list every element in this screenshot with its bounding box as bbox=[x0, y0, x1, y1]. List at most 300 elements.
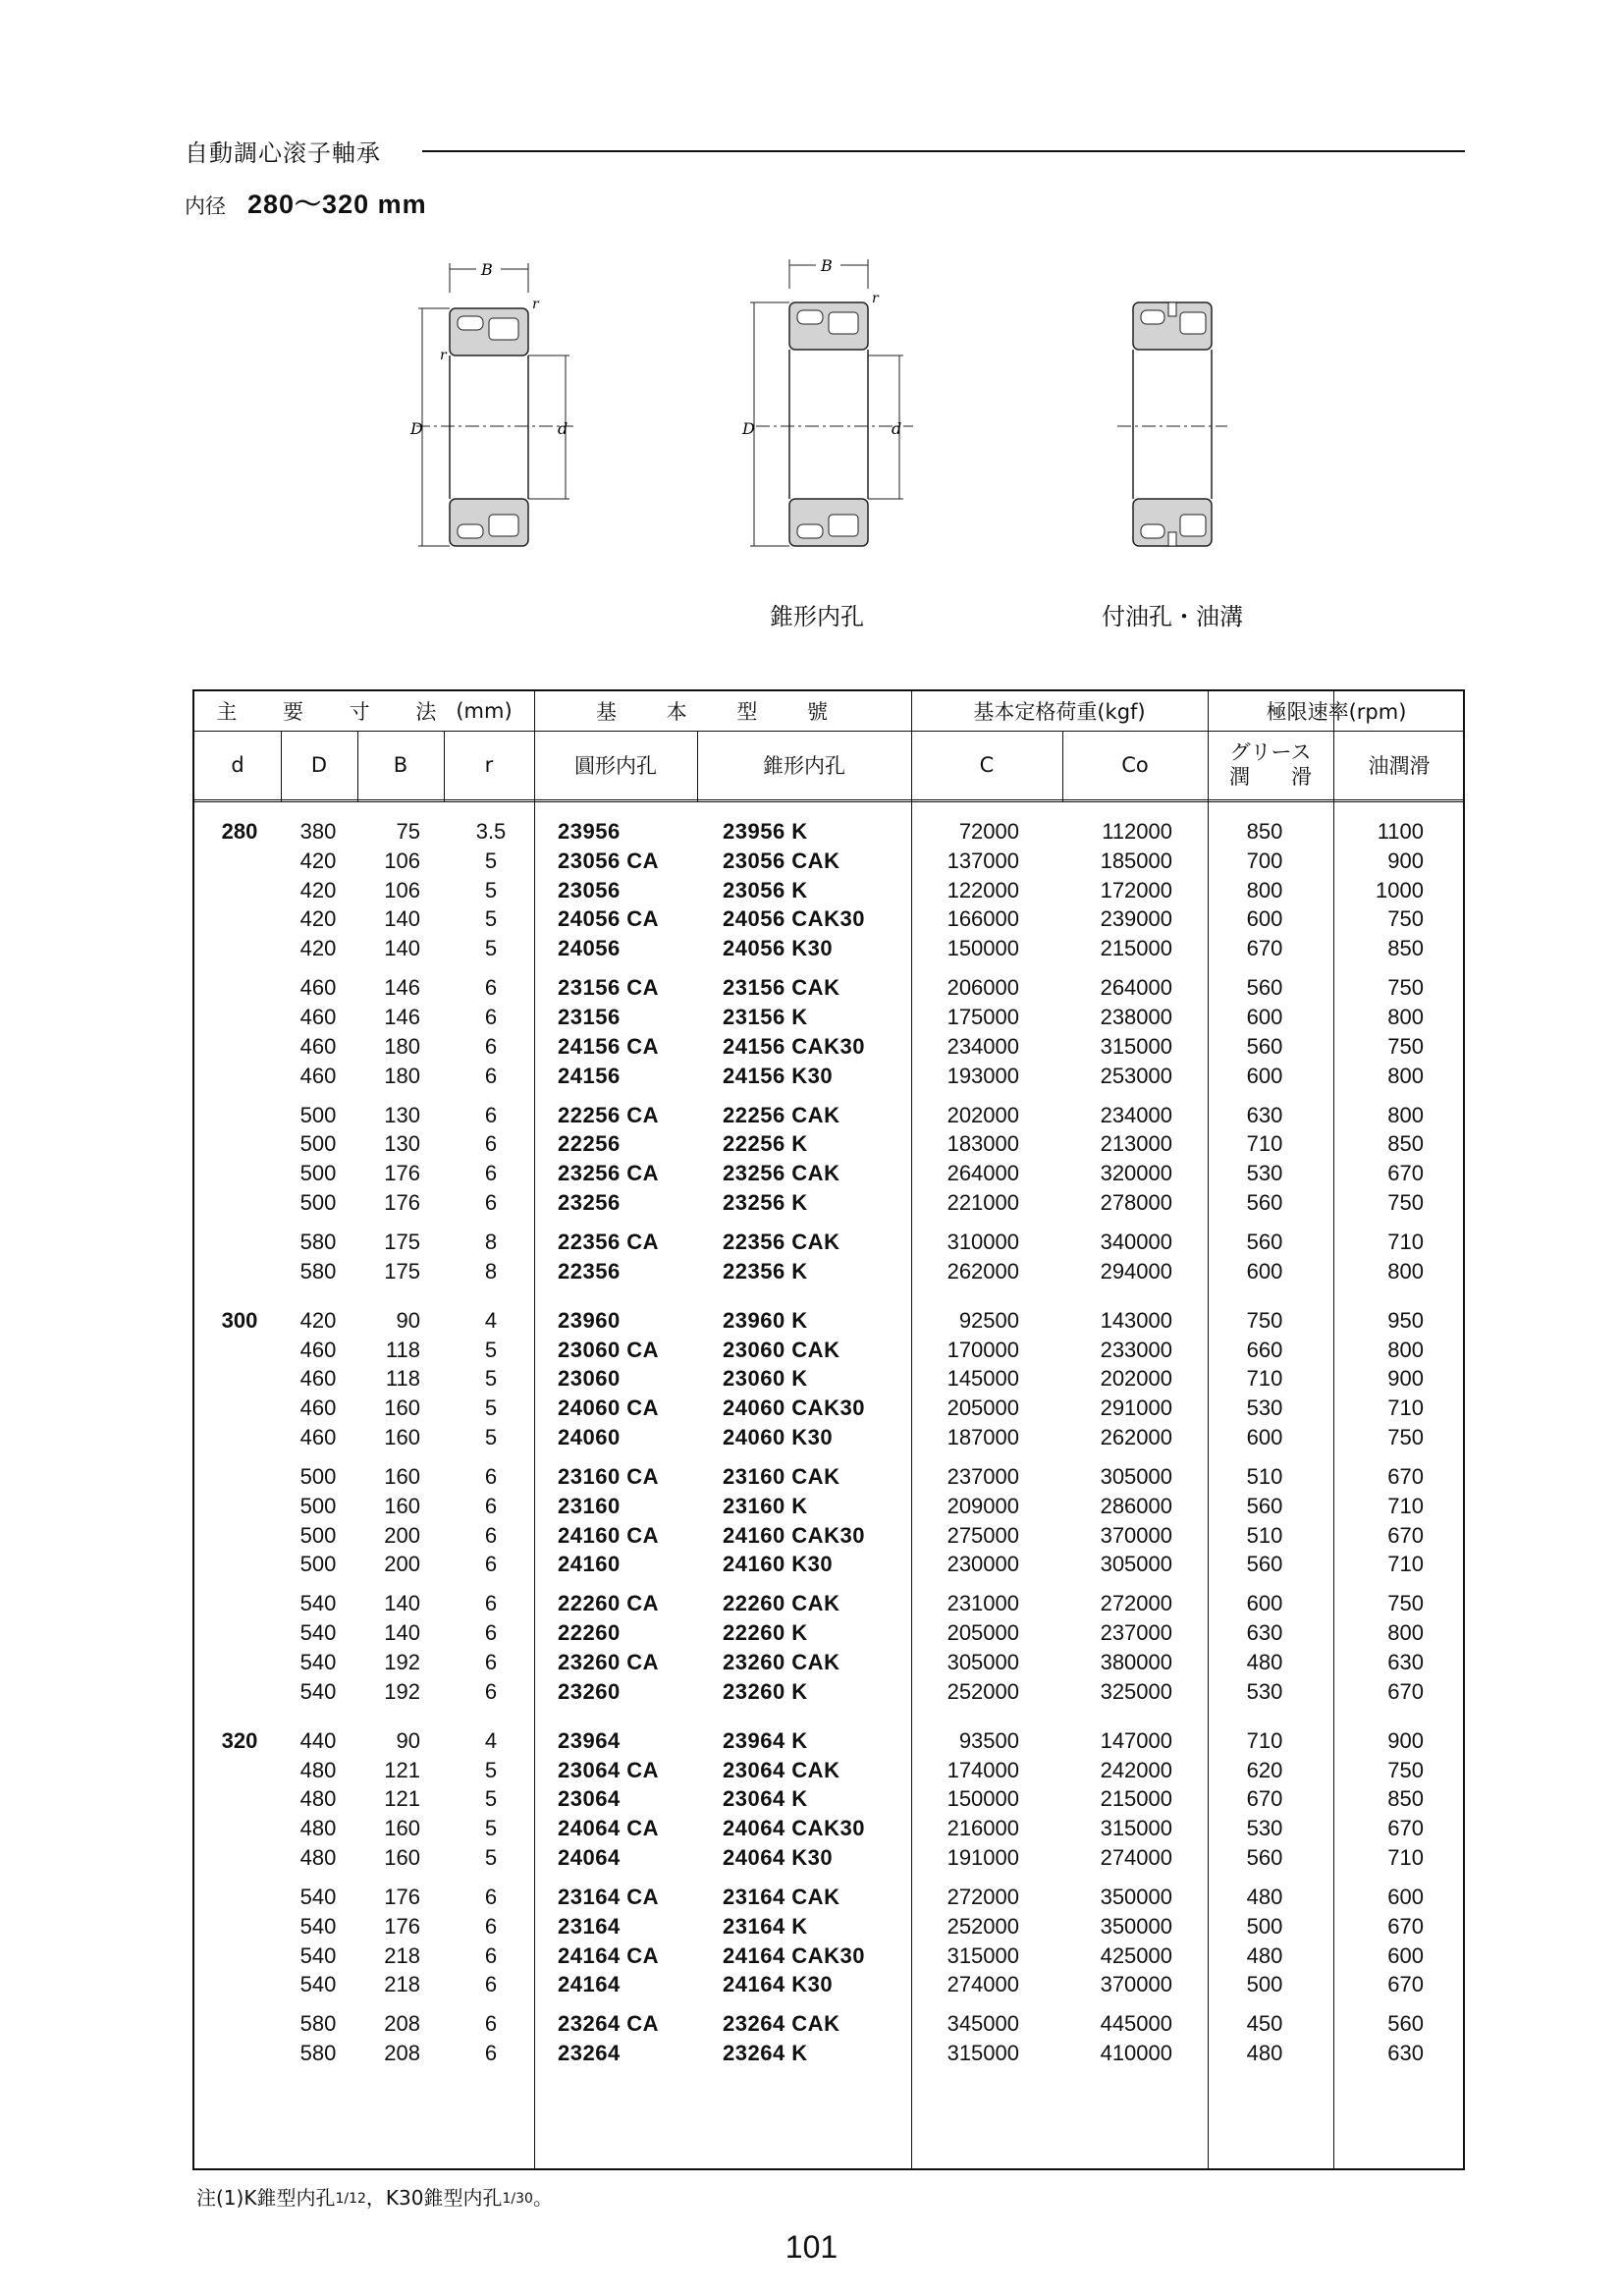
cell-cylindrical-model: 24060 bbox=[558, 1425, 621, 1449]
cell-width-B: 118 bbox=[385, 1337, 420, 1362]
cell-speed-grease: 800 bbox=[1246, 877, 1283, 902]
cell-speed-oil: 710 bbox=[1387, 1230, 1424, 1254]
cell-width-B: 160 bbox=[384, 1425, 420, 1449]
cell-speed-oil: 670 bbox=[1387, 1816, 1424, 1841]
cell-width-B: 140 bbox=[384, 1591, 420, 1616]
cell-speed-oil: 1100 bbox=[1377, 819, 1424, 844]
table-row bbox=[194, 1648, 1463, 1677]
cell-speed-grease: 710 bbox=[1246, 1366, 1283, 1392]
table-row bbox=[194, 1462, 1463, 1492]
cell-speed-oil: 800 bbox=[1387, 1620, 1424, 1646]
cell-speed-oil: 630 bbox=[1387, 2041, 1424, 2066]
table-row bbox=[194, 1726, 1463, 1756]
cell-width-B: 90 bbox=[396, 1307, 420, 1333]
cell-speed-grease: 660 bbox=[1246, 1337, 1283, 1362]
table-row bbox=[194, 1970, 1463, 1999]
cell-outer-D: 500 bbox=[299, 1131, 337, 1157]
cell-cylindrical-model: 23164 bbox=[558, 1913, 621, 1939]
bearing-drawing-tapered bbox=[742, 253, 929, 558]
cell-load-Co: 278000 bbox=[1100, 1190, 1172, 1215]
cell-load-C: 72000 bbox=[958, 819, 1019, 844]
cell-speed-grease: 750 bbox=[1246, 1307, 1283, 1333]
cell-load-Co: 305000 bbox=[1100, 1552, 1172, 1577]
cell-speed-grease: 560 bbox=[1246, 975, 1283, 1001]
cell-outer-D: 540 bbox=[299, 1885, 337, 1909]
cell-r: 6 bbox=[484, 1650, 498, 1674]
cell-speed-grease: 600 bbox=[1246, 1425, 1283, 1449]
cell-tapered-model: 24056 K30 bbox=[723, 936, 834, 961]
cell-speed-oil: 710 bbox=[1387, 1395, 1424, 1421]
cell-speed-grease: 700 bbox=[1246, 847, 1283, 873]
footnote-frac-k: 1/12 bbox=[335, 2191, 366, 2207]
cell-r: 5 bbox=[484, 877, 498, 902]
cell-load-C: 231000 bbox=[947, 1591, 1019, 1616]
cell-cylindrical-model: 22256 CA bbox=[558, 1102, 660, 1127]
cell-speed-grease: 480 bbox=[1246, 1650, 1283, 1674]
cell-load-C: 216000 bbox=[947, 1816, 1019, 1841]
cell-speed-grease: 710 bbox=[1246, 1131, 1283, 1157]
cell-speed-oil: 900 bbox=[1387, 1366, 1424, 1392]
cell-cylindrical-model: 23064 CA bbox=[558, 1757, 660, 1782]
cell-outer-D: 420 bbox=[299, 877, 337, 902]
cell-r: 5 bbox=[484, 936, 498, 961]
cell-speed-grease: 560 bbox=[1246, 1552, 1283, 1577]
table-row bbox=[194, 1159, 1463, 1188]
table-row bbox=[194, 1188, 1463, 1218]
cell-cylindrical-model: 23264 CA bbox=[558, 2011, 660, 2037]
cell-speed-oil: 900 bbox=[1387, 847, 1424, 873]
cell-speed-grease: 560 bbox=[1246, 1230, 1283, 1254]
cell-load-C: 122000 bbox=[947, 877, 1019, 902]
cell-speed-oil: 750 bbox=[1387, 1757, 1424, 1782]
cell-tapered-model: 23264 CAK bbox=[723, 2011, 840, 2037]
cell-r: 6 bbox=[484, 975, 498, 1001]
table-row bbox=[194, 1394, 1463, 1423]
cell-outer-D: 540 bbox=[299, 1942, 337, 1968]
cell-tapered-model: 23264 K bbox=[723, 2041, 808, 2066]
cell-width-B: 192 bbox=[384, 1678, 420, 1704]
cell-speed-oil: 710 bbox=[1387, 1493, 1424, 1518]
cell-load-C: 166000 bbox=[947, 906, 1019, 932]
cell-cylindrical-model: 23264 bbox=[558, 2041, 621, 2066]
bearing-spec-table bbox=[192, 689, 1465, 2170]
table-row bbox=[194, 2039, 1463, 2068]
cell-outer-D: 460 bbox=[299, 975, 337, 1001]
cell-load-C: 234000 bbox=[947, 1033, 1019, 1059]
cell-outer-D: 540 bbox=[299, 1620, 337, 1646]
cell-r: 4 bbox=[484, 1307, 498, 1333]
cell-outer-D: 480 bbox=[299, 1816, 337, 1841]
cell-speed-grease: 530 bbox=[1246, 1678, 1283, 1704]
cell-tapered-model: 23960 K bbox=[723, 1307, 808, 1333]
cell-outer-D: 420 bbox=[299, 1307, 337, 1333]
cell-load-Co: 315000 bbox=[1100, 1816, 1172, 1841]
cell-r: 6 bbox=[484, 1522, 498, 1548]
cell-width-B: 90 bbox=[396, 1727, 420, 1753]
cell-tapered-model: 23056 K bbox=[723, 877, 808, 902]
cell-tapered-model: 24164 CAK30 bbox=[723, 1942, 865, 1968]
cell-speed-oil: 600 bbox=[1387, 1942, 1424, 1968]
cell-outer-D: 440 bbox=[299, 1727, 337, 1753]
cell-outer-D: 580 bbox=[299, 2041, 337, 2066]
cell-speed-grease: 510 bbox=[1246, 1464, 1283, 1489]
colhead-grease-bottom: 潤 滑 bbox=[1229, 765, 1312, 789]
cell-outer-D: 500 bbox=[299, 1464, 337, 1489]
cell-cylindrical-model: 24156 CA bbox=[558, 1033, 660, 1059]
cell-tapered-model: 24060 CAK30 bbox=[723, 1395, 865, 1421]
table-row bbox=[194, 1521, 1463, 1551]
label-B: B bbox=[481, 260, 493, 279]
cell-load-Co: 237000 bbox=[1100, 1620, 1172, 1646]
cell-outer-D: 460 bbox=[299, 1366, 337, 1392]
cell-r: 6 bbox=[484, 1102, 498, 1127]
table-row bbox=[194, 1364, 1463, 1394]
cell-speed-oil: 850 bbox=[1387, 1131, 1424, 1157]
cell-cylindrical-model: 23960 bbox=[558, 1307, 621, 1333]
cell-r: 6 bbox=[484, 1678, 498, 1704]
cell-speed-oil: 800 bbox=[1387, 1005, 1424, 1029]
cell-r: 6 bbox=[484, 1493, 498, 1518]
cell-cylindrical-model: 23260 bbox=[558, 1678, 621, 1704]
cell-load-C: 272000 bbox=[947, 1885, 1019, 1909]
cell-load-C: 202000 bbox=[947, 1102, 1019, 1127]
cell-speed-grease: 500 bbox=[1246, 1913, 1283, 1939]
cell-load-C: 206000 bbox=[947, 975, 1019, 1001]
cell-load-Co: 172000 bbox=[1100, 877, 1172, 902]
cell-outer-D: 460 bbox=[299, 1063, 337, 1088]
cell-cylindrical-model: 23156 bbox=[558, 1005, 621, 1029]
cell-speed-oil: 710 bbox=[1387, 1552, 1424, 1577]
cell-speed-oil: 670 bbox=[1387, 1678, 1424, 1704]
cell-speed-oil: 670 bbox=[1387, 1522, 1424, 1548]
cell-load-Co: 370000 bbox=[1100, 1972, 1172, 1997]
cell-r: 5 bbox=[484, 847, 498, 873]
cell-cylindrical-model: 24164 CA bbox=[558, 1942, 660, 1968]
cell-r: 6 bbox=[484, 1591, 498, 1616]
cell-load-C: 137000 bbox=[947, 847, 1019, 873]
cell-speed-grease: 560 bbox=[1246, 1493, 1283, 1518]
cell-load-C: 187000 bbox=[947, 1425, 1019, 1449]
cell-speed-oil: 670 bbox=[1387, 1913, 1424, 1939]
cell-width-B: 160 bbox=[384, 1493, 420, 1518]
cell-tapered-model: 23164 CAK bbox=[723, 1885, 840, 1909]
cell-r: 6 bbox=[484, 1190, 498, 1215]
cell-speed-oil: 710 bbox=[1387, 1845, 1424, 1870]
label-r-top: r bbox=[532, 297, 539, 312]
cell-load-Co: 286000 bbox=[1100, 1493, 1172, 1518]
cell-tapered-model: 24160 K30 bbox=[723, 1552, 834, 1577]
page-title: 自動調心滚子軸承 bbox=[185, 139, 381, 167]
table-row bbox=[194, 1003, 1463, 1032]
bearing-figure-standard bbox=[403, 253, 589, 562]
cell-width-B: 176 bbox=[384, 1190, 420, 1215]
cell-load-Co: 350000 bbox=[1100, 1913, 1172, 1939]
colhead-grease bbox=[1208, 731, 1333, 799]
cell-cylindrical-model: 23056 bbox=[558, 877, 621, 902]
cell-cylindrical-model: 23064 bbox=[558, 1786, 621, 1812]
header-main-dimensions-unit: (mm) bbox=[456, 699, 513, 723]
cell-speed-oil: 750 bbox=[1387, 1190, 1424, 1215]
table-row bbox=[194, 934, 1463, 963]
cell-r: 3.5 bbox=[475, 819, 507, 844]
cell-tapered-model: 24160 CAK30 bbox=[723, 1522, 865, 1548]
cell-load-Co: 305000 bbox=[1100, 1464, 1172, 1489]
cell-tapered-model: 24156 CAK30 bbox=[723, 1033, 865, 1059]
cell-tapered-model: 23156 CAK bbox=[723, 975, 840, 1001]
cell-load-Co: 410000 bbox=[1100, 2041, 1172, 2066]
cell-cylindrical-model: 24064 bbox=[558, 1845, 621, 1870]
colhead-B: B bbox=[393, 753, 408, 777]
cell-outer-D: 420 bbox=[299, 936, 337, 961]
cell-width-B: 140 bbox=[384, 936, 420, 961]
cell-cylindrical-model: 24056 bbox=[558, 936, 621, 961]
bore-label: 内径 bbox=[185, 194, 226, 218]
cell-load-C: 315000 bbox=[947, 1942, 1019, 1968]
cell-width-B: 208 bbox=[384, 2041, 420, 2066]
colhead-r: r bbox=[484, 753, 494, 777]
cell-cylindrical-model: 23956 bbox=[558, 819, 621, 844]
cell-load-C: 252000 bbox=[947, 1913, 1019, 1939]
cell-outer-D: 500 bbox=[299, 1522, 337, 1548]
cell-load-Co: 370000 bbox=[1100, 1522, 1172, 1548]
cell-speed-grease: 620 bbox=[1246, 1757, 1283, 1782]
cell-load-C: 170000 bbox=[947, 1337, 1019, 1362]
cell-width-B: 121 bbox=[384, 1757, 420, 1782]
cell-width-B: 176 bbox=[384, 1885, 420, 1909]
cell-cylindrical-model: 23964 bbox=[558, 1727, 621, 1753]
table-row bbox=[194, 1677, 1463, 1707]
cell-speed-grease: 600 bbox=[1246, 1063, 1283, 1088]
cell-load-Co: 233000 bbox=[1100, 1337, 1172, 1362]
cell-outer-D: 480 bbox=[299, 1786, 337, 1812]
bearing-figure-tapered bbox=[742, 253, 929, 562]
cell-cylindrical-model: 23160 bbox=[558, 1493, 621, 1518]
cell-load-Co: 264000 bbox=[1100, 975, 1172, 1001]
cell-width-B: 160 bbox=[384, 1845, 420, 1870]
cell-r: 6 bbox=[484, 1005, 498, 1029]
cell-width-B: 130 bbox=[384, 1131, 420, 1157]
cell-r: 5 bbox=[484, 906, 498, 932]
cell-load-C: 183000 bbox=[947, 1131, 1019, 1157]
bearing-figure-oil-groove bbox=[1092, 253, 1239, 562]
cell-speed-oil: 950 bbox=[1387, 1307, 1424, 1333]
cell-width-B: 146 bbox=[384, 1005, 420, 1029]
cell-load-Co: 185000 bbox=[1100, 847, 1172, 873]
cell-outer-D: 540 bbox=[299, 1972, 337, 1997]
cell-r: 5 bbox=[484, 1366, 498, 1392]
cell-load-C: 174000 bbox=[947, 1757, 1019, 1782]
cell-cylindrical-model: 22356 CA bbox=[558, 1230, 660, 1254]
cell-width-B: 218 bbox=[384, 1942, 420, 1968]
cell-cylindrical-model: 22356 bbox=[558, 1258, 621, 1284]
cell-load-C: 191000 bbox=[947, 1845, 1019, 1870]
cell-tapered-model: 23156 K bbox=[723, 1005, 808, 1029]
cell-speed-oil: 900 bbox=[1387, 1727, 1424, 1753]
cell-load-C: 274000 bbox=[947, 1972, 1019, 1997]
cell-cylindrical-model: 24160 bbox=[558, 1552, 621, 1577]
cell-cylindrical-model: 23056 CA bbox=[558, 847, 660, 873]
label-d: d bbox=[892, 419, 902, 438]
cell-speed-oil: 800 bbox=[1387, 1258, 1424, 1284]
cell-tapered-model: 23160 CAK bbox=[723, 1464, 840, 1489]
cell-load-Co: 253000 bbox=[1100, 1063, 1172, 1088]
cell-cylindrical-model: 22256 bbox=[558, 1131, 621, 1157]
cell-outer-D: 480 bbox=[299, 1757, 337, 1782]
colhead-tapered-bore: 錐形内孔 bbox=[763, 754, 845, 778]
cell-width-B: 160 bbox=[384, 1816, 420, 1841]
cell-load-C: 205000 bbox=[947, 1620, 1019, 1646]
table-row bbox=[194, 1101, 1463, 1130]
cell-load-C: 93500 bbox=[958, 1727, 1019, 1753]
cell-width-B: 160 bbox=[384, 1395, 420, 1421]
cell-speed-grease: 480 bbox=[1246, 1942, 1283, 1968]
table-row bbox=[194, 2009, 1463, 2039]
cell-load-Co: 320000 bbox=[1100, 1161, 1172, 1186]
cell-tapered-model: 22260 K bbox=[723, 1620, 808, 1646]
colhead-oil: 油潤滑 bbox=[1368, 754, 1431, 778]
cell-speed-oil: 1000 bbox=[1376, 877, 1424, 902]
cell-outer-D: 460 bbox=[299, 1033, 337, 1059]
cell-load-C: 145000 bbox=[947, 1366, 1019, 1392]
cell-width-B: 176 bbox=[384, 1161, 420, 1186]
cell-speed-oil: 750 bbox=[1387, 906, 1424, 932]
cell-speed-grease: 560 bbox=[1246, 1190, 1283, 1215]
cell-load-Co: 147000 bbox=[1100, 1727, 1172, 1753]
cell-cylindrical-model: 23260 CA bbox=[558, 1650, 660, 1674]
cell-outer-D: 580 bbox=[299, 1230, 337, 1254]
header-bottom-rule bbox=[194, 799, 1463, 800]
cell-r: 8 bbox=[484, 1258, 498, 1284]
table-row bbox=[194, 1306, 1463, 1336]
label-r-left: r bbox=[440, 348, 447, 363]
cell-load-Co: 262000 bbox=[1100, 1425, 1172, 1449]
cell-width-B: 180 bbox=[384, 1033, 420, 1059]
cell-width-B: 218 bbox=[384, 1972, 420, 1997]
header-bottom-rule-2 bbox=[194, 801, 1463, 802]
table-row bbox=[194, 1941, 1463, 1971]
cell-speed-oil: 750 bbox=[1387, 975, 1424, 1001]
table-row bbox=[194, 1756, 1463, 1785]
cell-load-Co: 215000 bbox=[1100, 936, 1172, 961]
cell-d: 320 bbox=[221, 1727, 258, 1753]
cell-width-B: 106 bbox=[384, 847, 420, 873]
cell-load-Co: 112000 bbox=[1102, 819, 1172, 844]
colhead-D: D bbox=[310, 753, 328, 777]
cell-r: 6 bbox=[484, 1942, 498, 1968]
cell-tapered-model: 23256 CAK bbox=[723, 1161, 840, 1186]
cell-tapered-model: 23064 K bbox=[723, 1786, 808, 1812]
cell-load-C: 209000 bbox=[947, 1493, 1019, 1518]
cell-tapered-model: 24064 CAK30 bbox=[723, 1816, 865, 1841]
cell-r: 5 bbox=[484, 1337, 498, 1362]
cell-speed-oil: 670 bbox=[1387, 1161, 1424, 1186]
cell-outer-D: 500 bbox=[299, 1161, 337, 1186]
cell-width-B: 200 bbox=[384, 1522, 420, 1548]
cell-width-B: 200 bbox=[384, 1552, 420, 1577]
cell-cylindrical-model: 22260 bbox=[558, 1620, 621, 1646]
cell-width-B: 106 bbox=[384, 877, 420, 902]
caption-oil-groove: 付油孔・油溝 bbox=[1102, 603, 1243, 630]
cell-load-Co: 213000 bbox=[1100, 1131, 1172, 1157]
colhead-cylindrical-bore: 圓形内孔 bbox=[574, 754, 657, 778]
cell-speed-grease: 560 bbox=[1246, 1033, 1283, 1059]
table-row bbox=[194, 1883, 1463, 1912]
cell-load-Co: 340000 bbox=[1100, 1230, 1172, 1254]
table-row bbox=[194, 847, 1463, 876]
cell-r: 5 bbox=[484, 1395, 498, 1421]
cell-cylindrical-model: 23164 CA bbox=[558, 1885, 660, 1909]
cell-outer-D: 500 bbox=[299, 1102, 337, 1127]
cell-speed-grease: 850 bbox=[1246, 819, 1283, 844]
cell-speed-oil: 750 bbox=[1387, 1033, 1424, 1059]
cell-width-B: 118 bbox=[385, 1366, 420, 1392]
table-row bbox=[194, 1550, 1463, 1579]
table-row bbox=[194, 1912, 1463, 1941]
cell-speed-oil: 850 bbox=[1387, 1786, 1424, 1812]
cell-tapered-model: 23260 K bbox=[723, 1678, 808, 1704]
cell-tapered-model: 23064 CAK bbox=[723, 1757, 840, 1782]
cell-outer-D: 540 bbox=[299, 1678, 337, 1704]
cell-speed-grease: 670 bbox=[1246, 1786, 1283, 1812]
cell-r: 4 bbox=[484, 1727, 498, 1753]
cell-r: 6 bbox=[484, 1552, 498, 1577]
table-row bbox=[194, 1129, 1463, 1159]
cell-load-C: 221000 bbox=[947, 1190, 1019, 1215]
cell-width-B: 75 bbox=[396, 819, 420, 844]
cell-load-C: 205000 bbox=[947, 1395, 1019, 1421]
cell-width-B: 140 bbox=[384, 1620, 420, 1646]
cell-speed-grease: 710 bbox=[1246, 1727, 1283, 1753]
cell-speed-oil: 600 bbox=[1387, 1885, 1424, 1909]
cell-width-B: 130 bbox=[384, 1102, 420, 1127]
table-row bbox=[194, 1589, 1463, 1618]
cell-tapered-model: 23060 K bbox=[723, 1366, 808, 1392]
table-row bbox=[194, 1843, 1463, 1873]
cell-load-Co: 350000 bbox=[1100, 1885, 1172, 1909]
cell-outer-D: 500 bbox=[299, 1493, 337, 1518]
cell-load-Co: 238000 bbox=[1100, 1005, 1172, 1029]
cell-r: 5 bbox=[484, 1757, 498, 1782]
cell-cylindrical-model: 23256 CA bbox=[558, 1161, 660, 1186]
cell-speed-oil: 800 bbox=[1387, 1063, 1424, 1088]
cell-r: 6 bbox=[484, 1972, 498, 1997]
cell-load-C: 264000 bbox=[947, 1161, 1019, 1186]
cell-load-C: 150000 bbox=[947, 1786, 1019, 1812]
cell-speed-grease: 530 bbox=[1246, 1161, 1283, 1186]
bore-range-value: 280～320 mm bbox=[247, 190, 427, 219]
cell-load-C: 305000 bbox=[947, 1650, 1019, 1674]
cell-load-Co: 272000 bbox=[1100, 1591, 1172, 1616]
cell-cylindrical-model: 23060 bbox=[558, 1366, 621, 1392]
cell-load-Co: 215000 bbox=[1100, 1786, 1172, 1812]
cell-outer-D: 460 bbox=[299, 1395, 337, 1421]
cell-speed-grease: 600 bbox=[1246, 906, 1283, 932]
label-d: d bbox=[558, 419, 568, 438]
title-rule bbox=[422, 150, 1465, 152]
cell-width-B: 180 bbox=[384, 1063, 420, 1088]
cell-width-B: 175 bbox=[384, 1230, 420, 1254]
cell-r: 5 bbox=[484, 1786, 498, 1812]
bearing-drawing-standard bbox=[403, 253, 589, 558]
cell-load-Co: 291000 bbox=[1100, 1395, 1172, 1421]
table-row bbox=[194, 1336, 1463, 1365]
cell-width-B: 192 bbox=[384, 1650, 420, 1674]
cell-load-C: 252000 bbox=[947, 1678, 1019, 1704]
cell-width-B: 140 bbox=[384, 906, 420, 932]
cell-speed-grease: 450 bbox=[1246, 2011, 1283, 2037]
cell-speed-oil: 560 bbox=[1387, 2011, 1424, 2037]
cell-r: 6 bbox=[484, 1033, 498, 1059]
